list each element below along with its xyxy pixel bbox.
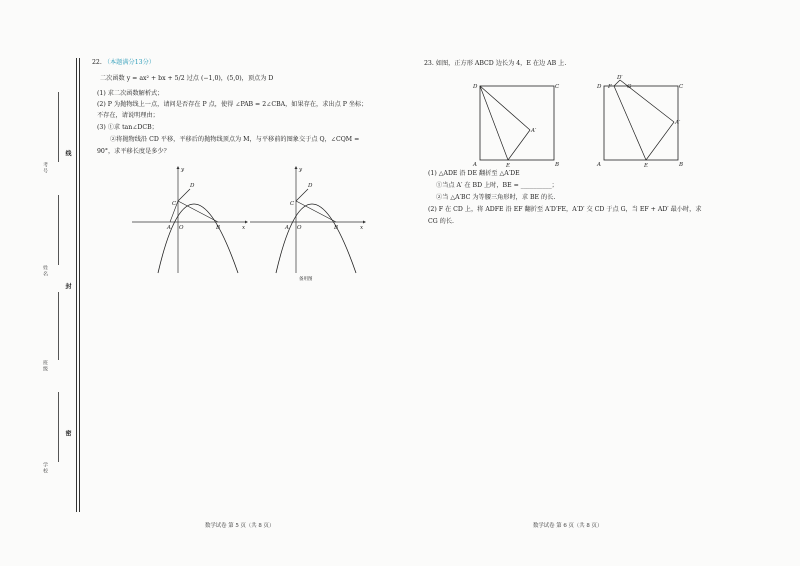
binding-label-exam-no: 考号: [42, 162, 48, 174]
class-blank: [58, 292, 59, 360]
binding-mark-line: 线: [64, 150, 71, 156]
q22-part2-line1: (2) P 为抛物线上一点，请问是否存在 P 点，使得 ∠PAB = 2∠CBA，如果存在，求出点 P 坐标；: [97, 101, 368, 108]
figA-label-B: B: [555, 162, 560, 168]
figA-label-E: E: [506, 163, 511, 169]
q22-number: 22.: [92, 59, 102, 66]
fig1-label-B: B: [216, 225, 221, 231]
figB-label-D: D: [597, 84, 602, 90]
binding-mark-seal: 封: [64, 283, 71, 289]
figB-label-G: G: [627, 84, 632, 90]
footer-left: 数学试卷 第 5 页（共 8 页）: [205, 523, 275, 529]
q22-heading: [92, 59, 155, 67]
q23-part2-line2: CG 的长.: [428, 218, 454, 225]
q22-part1: (1) 求二次函数解析式；: [97, 90, 164, 97]
binding-label-class: 班级: [42, 360, 48, 372]
fig2-label-C: C: [290, 201, 295, 207]
q23-figure-1: [470, 78, 565, 168]
figB-label-A: A: [597, 162, 601, 168]
q22-part2-line2: 不存在，请说明理由；: [97, 112, 159, 119]
q22-figure-main: [130, 165, 250, 275]
binding-label-name: 姓名: [42, 265, 48, 277]
fig2-label-A: A: [285, 225, 289, 231]
q23-part1: (1) △ADE 沿 DE 翻折至 △A′DE: [428, 170, 520, 177]
footer-right: 数学试卷 第 6 页（共 8 页）: [533, 523, 603, 529]
fig2-label-B: B: [334, 225, 339, 231]
fig1-label-C: C: [172, 201, 177, 207]
figB-label-D1: D′: [617, 75, 623, 81]
exam-no-blank: [58, 92, 59, 162]
binding-line-outer: [76, 58, 77, 512]
q22-part3-line1: (3) ①求 tan∠DCB；: [97, 124, 158, 131]
fig2-label-D: D: [308, 183, 313, 189]
fig1-label-O: O: [179, 225, 184, 231]
fig2-label-O: O: [297, 225, 302, 231]
name-blank: [58, 195, 59, 265]
figB-label-E: E: [644, 163, 649, 169]
figA-label-A1: A′: [531, 128, 537, 134]
q22-part3-line3: 90°，求平移长度是多少？: [97, 148, 170, 155]
q22-figure-backup: [248, 165, 368, 275]
binding-label-school: 学校: [42, 462, 48, 474]
binding-line-inner: [79, 58, 80, 512]
fig1-label-y: y: [181, 167, 185, 173]
figB-label-A1: A′: [675, 120, 681, 126]
q23-part1-b: ②当 △A′BC 为等腰三角形时，求 BE 的长.: [436, 194, 556, 201]
figB-label-B: B: [679, 162, 684, 168]
figA-label-A: A: [473, 162, 477, 168]
fig2-label-x: x: [360, 225, 364, 231]
q22-score-note: （本题满分13分）: [103, 59, 155, 66]
q23-part1-a: ①当点 A′ 在 BD 上时，BE = __________；: [436, 182, 558, 189]
q23-figure-2: [594, 75, 689, 169]
fig2-label-y: y: [299, 167, 303, 173]
figA-label-C: C: [555, 84, 560, 90]
fig1-label-D: D: [190, 183, 195, 189]
fig1-label-x: x: [242, 225, 246, 231]
q23-stem: 23. 如图，正方形 ABCD 边长为 4，E 在边 AB 上.: [424, 60, 567, 67]
figB-label-F: F: [608, 84, 612, 90]
binding-mark-secret: 密: [64, 430, 71, 436]
q22-backup-caption: 备用图: [299, 277, 313, 282]
q23-part2-line1: (2) F 在 CD 上，将 ADFE 沿 EF 翻折至 A′D′FE，A′D′ 交 CD 于点 G，当 EF + AD′ 最小时，求: [428, 206, 702, 213]
school-blank: [58, 392, 59, 462]
q22-stem: 二次函数 y = ax² + bx + 5/2 过点 (−1,0)，(5,0)，顶点为 D: [100, 75, 274, 82]
figB-label-C: C: [679, 84, 684, 90]
q22-part3-line2: ②将抛物线沿 CD 平移，平移后的抛物线顶点为 M，与平移前的图象交于点 Q，∠CQM =: [110, 136, 360, 143]
fig1-label-A: A: [167, 225, 171, 231]
figA-label-D: D: [473, 84, 478, 90]
